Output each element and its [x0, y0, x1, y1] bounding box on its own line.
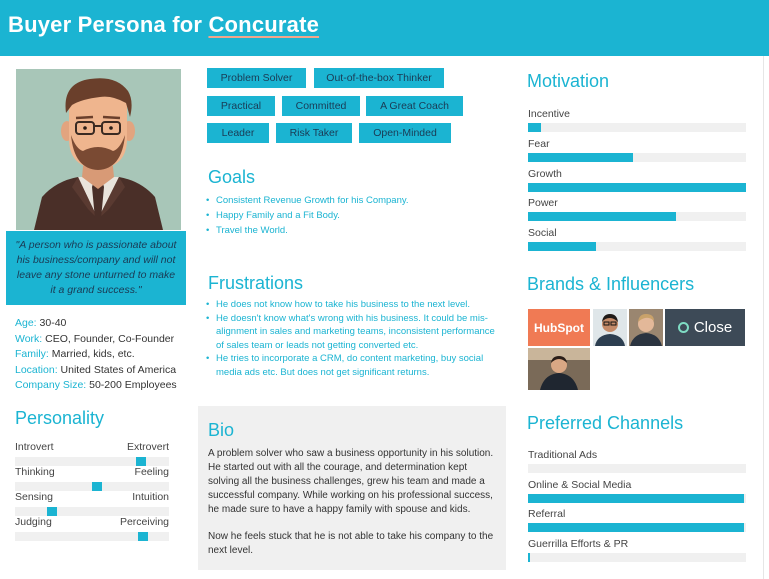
list-item: • He doesn't know what's wrong with his business. It could be mis-alignment in sales and marketing teams, inconsistent performance of sales team or leads not getting converted etc. [206, 312, 498, 353]
motivation-fear: Fear [528, 138, 746, 162]
page-edge-divider [763, 56, 769, 579]
bio-paragraph: A problem solver who saw a business opportunity in his solution. He started out with all the courage, and determination kept solving all the business challenges, grew his team and made a successful company. While working on his professional success, he made sure to have a happy family with spouse and kids. [208, 448, 494, 515]
goals-list [206, 193, 409, 238]
persona-quote: "A person who is passionate about his business/company and will not leave any stone unturned to make it a grand success." [6, 231, 186, 305]
bar-fill [528, 153, 633, 162]
bar-fill [528, 242, 596, 251]
bar-fill [528, 123, 541, 132]
tag-committed: Committed [282, 96, 360, 116]
motivation-power: Power [528, 197, 746, 221]
motivation-title: Motivation [527, 71, 610, 91]
trait-thinking-feeling: Thinking Feeling [15, 466, 169, 491]
close-logo-icon [678, 322, 689, 333]
fact-age: Age: 30-40 [15, 317, 67, 329]
frustrations-list [206, 298, 498, 379]
bar-fill [528, 553, 530, 562]
trait-marker [136, 457, 146, 466]
fact-company-size: Company Size: 50-200 Employees [15, 379, 177, 391]
motivation-incentive: Incentive [528, 108, 746, 132]
persona-facts [15, 316, 177, 394]
bio-panel [198, 406, 506, 570]
trait-introvert-extrovert: Introvert Extrovert [15, 441, 169, 466]
header-bar [0, 0, 769, 56]
channel-guerrilla: Guerrilla Efforts & PR [528, 538, 746, 562]
fact-location: Location: United States of America [15, 363, 177, 376]
title-prefix: Buyer Persona for [8, 12, 209, 37]
bio-paragraph: Now he feels stuck that he is not able to take his company to the next level. [208, 531, 494, 556]
tag-practical: Practical [207, 96, 275, 116]
bio-title: Bio [208, 420, 235, 440]
brand-name: Concurate [208, 12, 320, 37]
channel-referral: Referral [528, 508, 746, 532]
tag-a-great-coach: A Great Coach [366, 96, 463, 116]
channel-online-social: Online & Social Media [528, 479, 746, 503]
goals-title: Goals [208, 167, 256, 187]
bar-fill [528, 212, 676, 221]
influencer-photo-2 [629, 309, 663, 346]
frustrations-title: Frustrations [208, 273, 304, 293]
bar-fill [528, 523, 744, 532]
trait-sensing-intuition: Sensing Intuition [15, 491, 169, 516]
list-item: • Consistent Revenue Growth for his Company. [206, 193, 409, 208]
channel-traditional-ads: Traditional Ads [528, 449, 746, 473]
fact-work: Work: CEO, Founder, Co-Founder [15, 332, 175, 345]
list-item: • He does not know how to take his business to the next level. [206, 298, 498, 312]
tag-risk-taker: Risk Taker [276, 123, 352, 143]
influencer-photo-3 [528, 348, 590, 390]
bar-fill [528, 183, 746, 192]
brands-title: Brands & Influencers [527, 274, 695, 294]
trait-judging-perceiving: Judging Perceiving [15, 516, 169, 541]
page-title [8, 12, 319, 38]
trait-marker [138, 532, 148, 541]
hubspot-logo: HubSpot [528, 309, 590, 346]
influencer-photo-1 [593, 309, 627, 346]
tag-out-of-the-box-thinker: Out-of-the-box Thinker [314, 68, 444, 88]
tag-problem-solver: Problem Solver [207, 68, 306, 88]
channels-title: Preferred Channels [527, 413, 684, 433]
motivation-growth: Growth [528, 168, 746, 192]
trait-marker [47, 507, 57, 516]
list-item: • Happy Family and a Fit Body. [206, 208, 409, 223]
fact-family: Family: Married, kids, etc. [15, 348, 135, 360]
personality-title: Personality [15, 408, 105, 428]
tag-open-minded: Open-Minded [359, 123, 451, 143]
tag-leader: Leader [207, 123, 269, 143]
list-item: • Travel the World. [206, 223, 409, 238]
motivation-social: Social [528, 227, 746, 251]
trait-marker [92, 482, 102, 491]
bar-fill [528, 494, 744, 503]
close-logo: Close [665, 309, 745, 346]
list-item: • He tries to incorporate a CRM, do content marketing, buy social media ads etc. But does not get significant returns. [206, 352, 498, 379]
persona-avatar [16, 69, 181, 230]
